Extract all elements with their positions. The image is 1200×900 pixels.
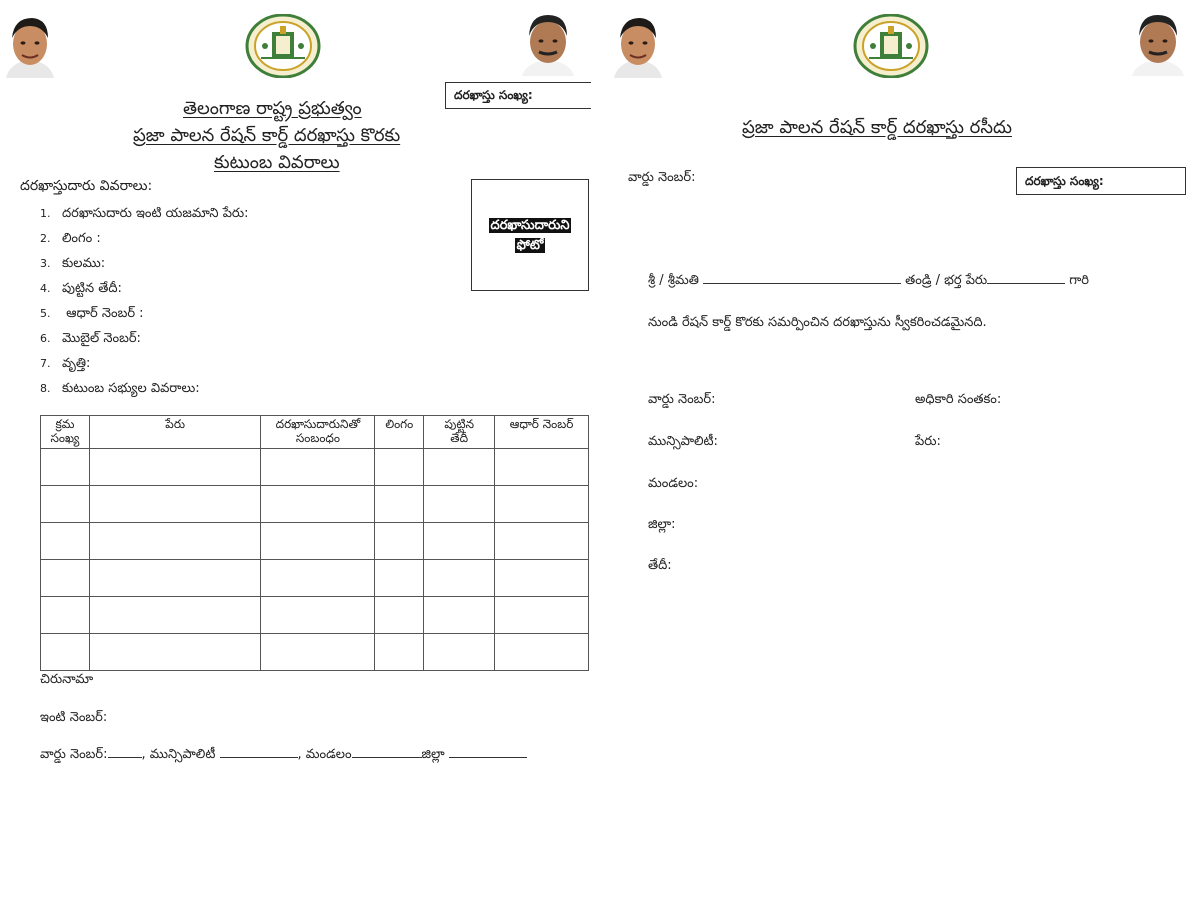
telangana-emblem-right (853, 14, 929, 78)
state-government-heading: తెలంగాణ రాష్ట్ర ప్రభుత్వం (183, 98, 362, 119)
mandal-label: , మండలం (297, 747, 352, 762)
applicant-fields-list (40, 206, 249, 406)
portrait-right-2 (1130, 10, 1186, 76)
header-gender: లింగం (375, 416, 424, 449)
receipt-officer-name: పేరు: (915, 434, 941, 449)
field-mobile-number: 6. మొబైల్ నెంబర్: (40, 331, 141, 346)
portrait-left-1 (2, 12, 58, 78)
form-title: ప్రజా పాలన రేషన్ కార్డ్ దరఖాస్తు కొరకు (133, 125, 401, 146)
telangana-emblem-left (245, 14, 321, 78)
receipt-application-number-label: దరఖాస్తు సంఖ్య: (1025, 174, 1104, 188)
field-family-members: 8. కుటుంబ సభ్యుల వివరాలు: (40, 381, 200, 396)
gaaru-label: గారి (1065, 273, 1089, 288)
table-row (41, 486, 589, 523)
municipality-blank[interactable] (220, 757, 298, 758)
father-husband-label: తండ్రి / భర్త పేరు (901, 273, 988, 288)
header-date-of-birth: పుట్టిన తేదీ (424, 416, 495, 449)
mandal-blank[interactable] (352, 757, 422, 758)
table-row (41, 634, 589, 671)
field-caste: 3. కులము: (40, 256, 106, 271)
receipt-footer-district: జిల్లా: (648, 517, 676, 532)
field-date-of-birth: 4. పుట్టిన తేదీ: (40, 281, 122, 296)
portrait-right-1 (610, 12, 666, 78)
receipt-officer-signature: అధికారి సంతకం: (915, 392, 1002, 407)
district-label: జిల్లా (421, 747, 449, 762)
sri-smt-label: శ్రీ / శ్రీమతి (648, 273, 703, 288)
address-line (40, 747, 527, 765)
application-number-label: దరఖాస్తు సంఖ్య: (454, 88, 533, 102)
receipt-footer-mandal: మండలం: (648, 476, 699, 491)
field-aadhaar-number: 5. ఆధార్ నెంబర్ : (40, 306, 144, 321)
receipt-footer-date: తేదీ: (648, 558, 672, 573)
table-row (41, 597, 589, 634)
receipt-ward-number-label: వార్డు నెంబర్: (628, 170, 696, 185)
family-members-table (40, 415, 589, 671)
applicant-name-blank[interactable] (703, 283, 901, 284)
photo-label-line2: ఫోటో (516, 238, 544, 253)
district-blank[interactable] (449, 757, 527, 758)
application-number-box-right (1016, 167, 1186, 195)
municipality-label: , మున్సిపాలిటీ (141, 747, 220, 762)
field-occupation: 7. వృత్తి: (40, 356, 91, 371)
header-serial-number: క్రమ సంఖ్య (41, 416, 90, 449)
table-header-row (41, 416, 589, 449)
receipt-footer-municipality: మున్సిపాలిటీ: (648, 434, 718, 449)
table-row (41, 523, 589, 560)
table-row (41, 449, 589, 486)
family-details-heading: కుటుంబ వివరాలు (214, 152, 340, 173)
field-gender: 2. లింగం : (40, 231, 101, 246)
ward-number-blank[interactable] (108, 757, 142, 758)
house-number-label: ఇంటి నెంబర్: (40, 710, 108, 725)
portrait-left-2 (520, 10, 576, 76)
application-number-box-left (445, 82, 591, 109)
receipt-applicant-line (648, 273, 1089, 291)
address-label: చిరునామా (40, 672, 94, 687)
receipt-footer-ward: వార్డు నెంబర్: (648, 392, 716, 407)
header-aadhaar-number: ఆధార్ నెంబర్ (495, 416, 589, 449)
header-relation: దరఖాసుదారునితో సంబంధం (261, 416, 375, 449)
receipt-confirmation-sentence: నుండి రేషన్ కార్డ్ కొరకు సమర్పించిన దరఖాస్తును స్వీకరించడమైనది. (648, 315, 987, 330)
father-husband-blank[interactable] (987, 283, 1065, 284)
ward-number-label: వార్డు నెంబర్: (40, 747, 108, 762)
receipt-title: ప్రజా పాలన రేషన్ కార్డ్ దరఖాస్తు రసీదు (742, 117, 1012, 138)
header-name: పేరు (89, 416, 261, 449)
photo-box (471, 179, 589, 291)
table-row (41, 560, 589, 597)
applicant-details-heading: దరఖాస్తుదారు వివరాలు: (20, 178, 153, 194)
photo-label-line1: దరఖాసుదారుని (490, 218, 570, 233)
field-owner-name: 1. దరఖాసుదారు ఇంటి యజమాని పేరు: (40, 206, 249, 221)
